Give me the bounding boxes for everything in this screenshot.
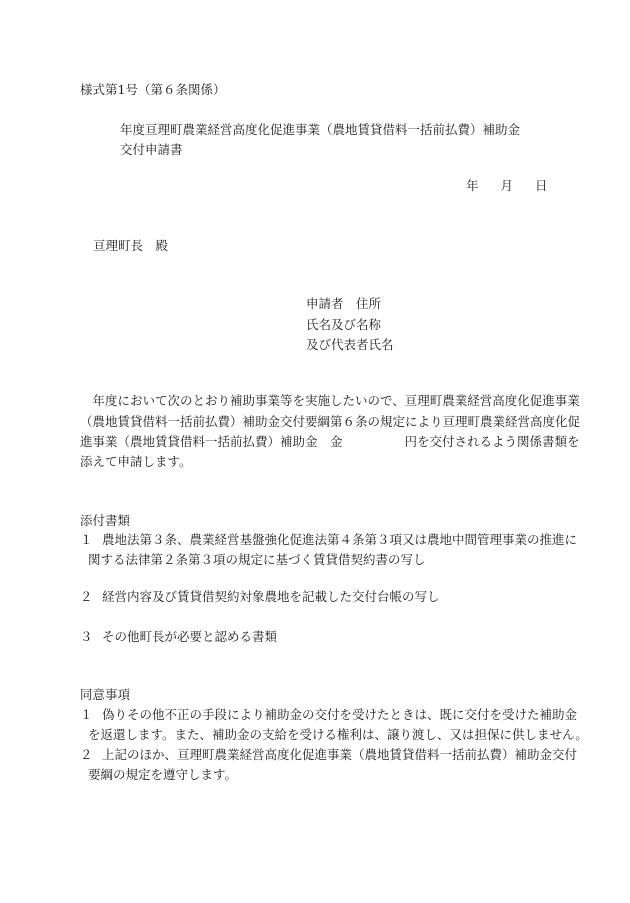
date-month-label: 月 — [500, 178, 514, 193]
date-year-label: 年 — [466, 178, 479, 193]
document-title-line-1: 年度亘理町農業経営高度化促進事業（農地賃貸借料一括前払費）補助金 — [120, 122, 521, 137]
form-number: 様式第1号（第６条関係） — [80, 82, 226, 97]
body-text-line-1: 年度において次のとおり補助事業等を実施したいので、亘理町農業経営高度化促進事業 — [80, 393, 580, 408]
attachment-item-text: その他町長が必要と認める書類 — [102, 629, 278, 644]
applicant-address-label: 申請者 住所 — [306, 296, 382, 311]
attachment-item-1 — [80, 530, 577, 550]
attachment-item-number: ２ — [80, 589, 93, 604]
attachment-item-number: ３ — [80, 629, 93, 644]
addressee: 亘理町長 殿 — [93, 238, 169, 253]
date-day-label: 日 — [535, 178, 548, 193]
body-text-line-2: （農地賃貸借料一括前払費）補助金交付要綱第６条の規定により亘理町農業経営高度化促 — [80, 414, 581, 429]
applicant-name-label: 氏名及び名称 — [306, 317, 382, 332]
consent-item-1 — [80, 705, 577, 725]
attachments-heading: 添付書類 — [80, 513, 131, 528]
body-text-amount-prefix: 進事業（農地賃貸借料一括前払費）補助金 金 — [80, 434, 343, 449]
consent-item-1-continuation: を返還します。また、補助金の支給を受ける権利は、譲り渡し、又は担保に供しません。 — [88, 727, 588, 742]
body-text-amount-suffix: 円を交付されるよう関係書類を — [404, 434, 580, 449]
consent-item-2-continuation: 要綱の規定を遵守します。 — [88, 767, 238, 782]
attachment-item-text: 農地法第３条、農業経営基盤強化促進法第４条第３項又は農地中間管理事業の推進に — [102, 532, 578, 547]
consent-item-text: 上記のほか、亘理町農業経営高度化促進事業（農地賃貸借料一括前払費）補助金交付 — [102, 747, 578, 762]
applicant-representative-label: 及び代表者氏名 — [306, 337, 394, 352]
attachment-item-1-continuation: 関する法律第２条第３項の規定に基づく賃貸借契約書の写し — [88, 552, 426, 567]
document-title-line-2: 交付申請書 — [120, 142, 183, 157]
body-text-line-4: 添えて申請します。 — [80, 454, 192, 469]
attachment-item-text: 経営内容及び賃貸借契約対象農地を記載した交付台帳の写し — [102, 589, 440, 604]
attachment-item-3 — [80, 627, 277, 647]
attachment-item-2 — [80, 587, 440, 607]
consent-item-number: １ — [80, 707, 93, 722]
consent-item-number: ２ — [80, 747, 93, 762]
consent-item-text: 偽りその他不正の手段により補助金の交付を受けたときは、既に交付を受けた補助金 — [102, 707, 578, 722]
application-date — [466, 176, 548, 196]
body-text-line-3 — [80, 432, 580, 452]
consent-item-2 — [80, 745, 577, 765]
attachment-item-number: １ — [80, 532, 93, 547]
consent-heading: 同意事項 — [80, 687, 131, 702]
